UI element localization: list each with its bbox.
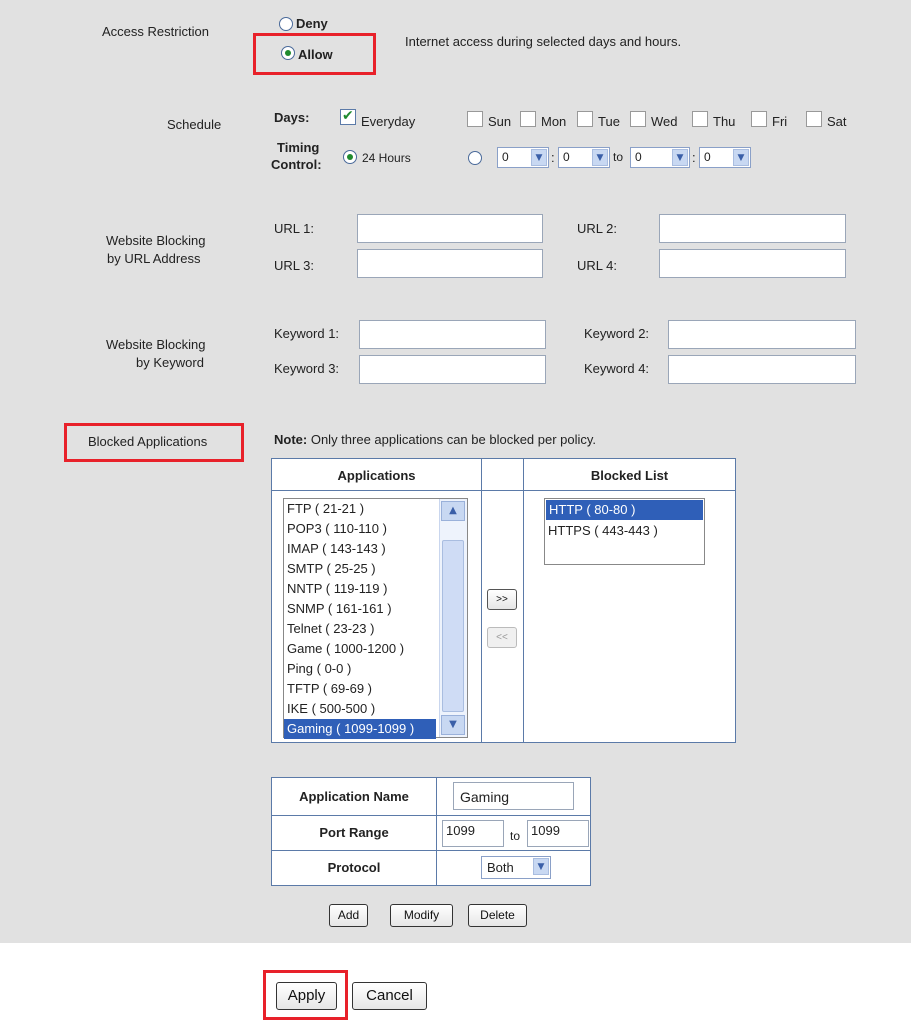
chevron-down-icon: ▼	[733, 149, 749, 166]
scroll-down-icon[interactable]: ▼	[441, 715, 465, 735]
url1-label: URL 1:	[274, 221, 314, 236]
deny-label: Deny	[296, 16, 328, 31]
day-label-thu: Thu	[713, 114, 736, 129]
colon-2: :	[692, 150, 696, 165]
allow-highlight-box	[253, 33, 376, 75]
delete-button[interactable]: Delete	[468, 904, 527, 927]
list-item[interactable]: FTP ( 21-21 )	[287, 501, 365, 516]
list-item-selected[interactable]: Gaming ( 1099-1099 )	[284, 719, 436, 739]
keyword-blocking-label-1: Website Blocking	[106, 337, 206, 352]
everyday-checkbox[interactable]	[340, 109, 356, 125]
day-label-fri: Fri	[772, 114, 788, 129]
chevron-down-icon: ▼	[531, 149, 547, 166]
from-hour-select[interactable]	[497, 147, 549, 168]
port-range-label: Port Range	[319, 825, 389, 840]
chevron-down-icon: ▼	[533, 858, 549, 875]
url2-input[interactable]	[659, 214, 846, 243]
thu-checkbox[interactable]	[692, 111, 708, 127]
list-item[interactable]: POP3 ( 110-110 )	[287, 521, 387, 536]
list-item[interactable]: Telnet ( 23-23 )	[287, 621, 375, 636]
days-label: Days:	[274, 110, 310, 125]
sun-checkbox[interactable]	[467, 111, 483, 127]
keyword-blocking-label-2: by Keyword	[136, 355, 204, 370]
keyword2-label: Keyword 2:	[584, 326, 650, 341]
access-restriction-label: Access Restriction	[102, 24, 209, 39]
fri-checkbox[interactable]	[751, 111, 767, 127]
url4-input[interactable]	[659, 249, 846, 278]
list-item-selected[interactable]: HTTP ( 80-80 )	[546, 500, 703, 520]
protocol-value: Both	[487, 860, 514, 875]
everyday-label: Everyday	[361, 114, 416, 129]
port-to-label: to	[510, 829, 521, 843]
url2-label: URL 2:	[577, 221, 617, 236]
blocked-listbox[interactable]	[544, 498, 705, 565]
list-item[interactable]: SMTP ( 25-25 )	[287, 561, 376, 576]
url-blocking-label-1: Website Blocking	[106, 233, 206, 248]
blocked-applications-label: Blocked Applications	[88, 434, 208, 449]
chevron-down-icon: ▼	[672, 149, 688, 166]
list-item[interactable]: TFTP ( 69-69 )	[287, 681, 373, 696]
tue-checkbox[interactable]	[577, 111, 593, 127]
url1-input[interactable]	[357, 214, 543, 243]
from-min-value: 0	[563, 150, 570, 164]
colon-1: :	[551, 150, 555, 165]
keyword2-input[interactable]	[668, 320, 856, 349]
note-text: Only three applications can be blocked per policy.	[310, 432, 597, 447]
timing-label-1: Timing	[277, 140, 320, 155]
form-row-divider-1	[271, 815, 591, 816]
list-item[interactable]: Game ( 1000-1200 )	[287, 641, 405, 656]
port-to-input[interactable]: 1099	[527, 820, 589, 847]
url4-label: URL 4:	[577, 258, 617, 273]
table-divider-2	[523, 458, 524, 743]
url3-label: URL 3:	[274, 258, 314, 273]
url3-input[interactable]	[357, 249, 543, 278]
to-hour-select[interactable]	[630, 147, 690, 168]
to-label: to	[613, 150, 624, 164]
chevron-down-icon: ▼	[592, 149, 608, 166]
modify-button[interactable]: Modify	[390, 904, 453, 927]
keyword1-label: Keyword 1:	[274, 326, 340, 341]
cancel-button[interactable]: Cancel	[352, 982, 427, 1010]
keyword3-label: Keyword 3:	[274, 361, 340, 376]
hours24-radio[interactable]	[343, 150, 357, 164]
access-description: Internet access during selected days and hours.	[405, 34, 682, 49]
custom-hours-radio[interactable]	[468, 151, 482, 165]
day-label-tue: Tue	[598, 114, 620, 129]
list-item[interactable]: Ping ( 0-0 )	[287, 661, 352, 676]
remove-from-blocked-button[interactable]: <<	[487, 627, 517, 648]
keyword3-input[interactable]	[359, 355, 546, 384]
allow-label: Allow	[298, 47, 333, 62]
table-divider-1	[481, 458, 482, 743]
timing-label-2: Control:	[271, 157, 322, 172]
list-item[interactable]: IKE ( 500-500 )	[287, 701, 376, 716]
form-col-divider	[436, 777, 437, 886]
schedule-label: Schedule	[167, 117, 222, 132]
applications-header: Applications	[337, 468, 416, 483]
keyword4-label: Keyword 4:	[584, 361, 650, 376]
from-hour-value: 0	[502, 150, 509, 164]
add-button[interactable]: Add	[329, 904, 368, 927]
mon-checkbox[interactable]	[520, 111, 536, 127]
list-item[interactable]: NNTP ( 119-119 )	[287, 581, 388, 596]
hours24-label: 24 Hours	[362, 151, 411, 165]
note-label: Note:	[274, 432, 308, 447]
day-label-wed: Wed	[651, 114, 678, 129]
protocol-label: Protocol	[327, 860, 381, 875]
port-from-input[interactable]: 1099	[442, 820, 504, 847]
from-min-select[interactable]	[558, 147, 610, 168]
list-item[interactable]: SNMP ( 161-161 )	[287, 601, 392, 616]
app-name-input[interactable]: Gaming	[453, 782, 574, 810]
scroll-up-icon[interactable]: ▲	[441, 501, 465, 521]
add-to-blocked-button[interactable]: >>	[487, 589, 517, 610]
keyword4-input[interactable]	[668, 355, 856, 384]
to-hour-value: 0	[635, 150, 642, 164]
deny-radio[interactable]	[279, 17, 293, 31]
day-label-mon: Mon	[541, 114, 567, 129]
protocol-select[interactable]	[481, 856, 551, 879]
list-item[interactable]: IMAP ( 143-143 )	[287, 541, 386, 556]
to-min-value: 0	[704, 150, 711, 164]
scroll-thumb[interactable]	[442, 540, 464, 712]
day-label-sat: Sat	[827, 114, 847, 129]
blocked-list-header: Blocked List	[590, 468, 669, 483]
day-label-sun: Sun	[488, 114, 512, 129]
wed-checkbox[interactable]	[630, 111, 646, 127]
table-header-divider	[271, 490, 736, 491]
apply-button[interactable]: Apply	[276, 982, 337, 1010]
app-name-label: Application Name	[299, 789, 409, 804]
list-item[interactable]: HTTPS ( 443-443 )	[548, 523, 658, 538]
keyword1-input[interactable]	[359, 320, 546, 349]
to-min-select[interactable]	[699, 147, 751, 168]
form-row-divider-2	[271, 850, 591, 851]
sat-checkbox[interactable]	[806, 111, 822, 127]
url-blocking-label-2: by URL Address	[107, 251, 201, 266]
